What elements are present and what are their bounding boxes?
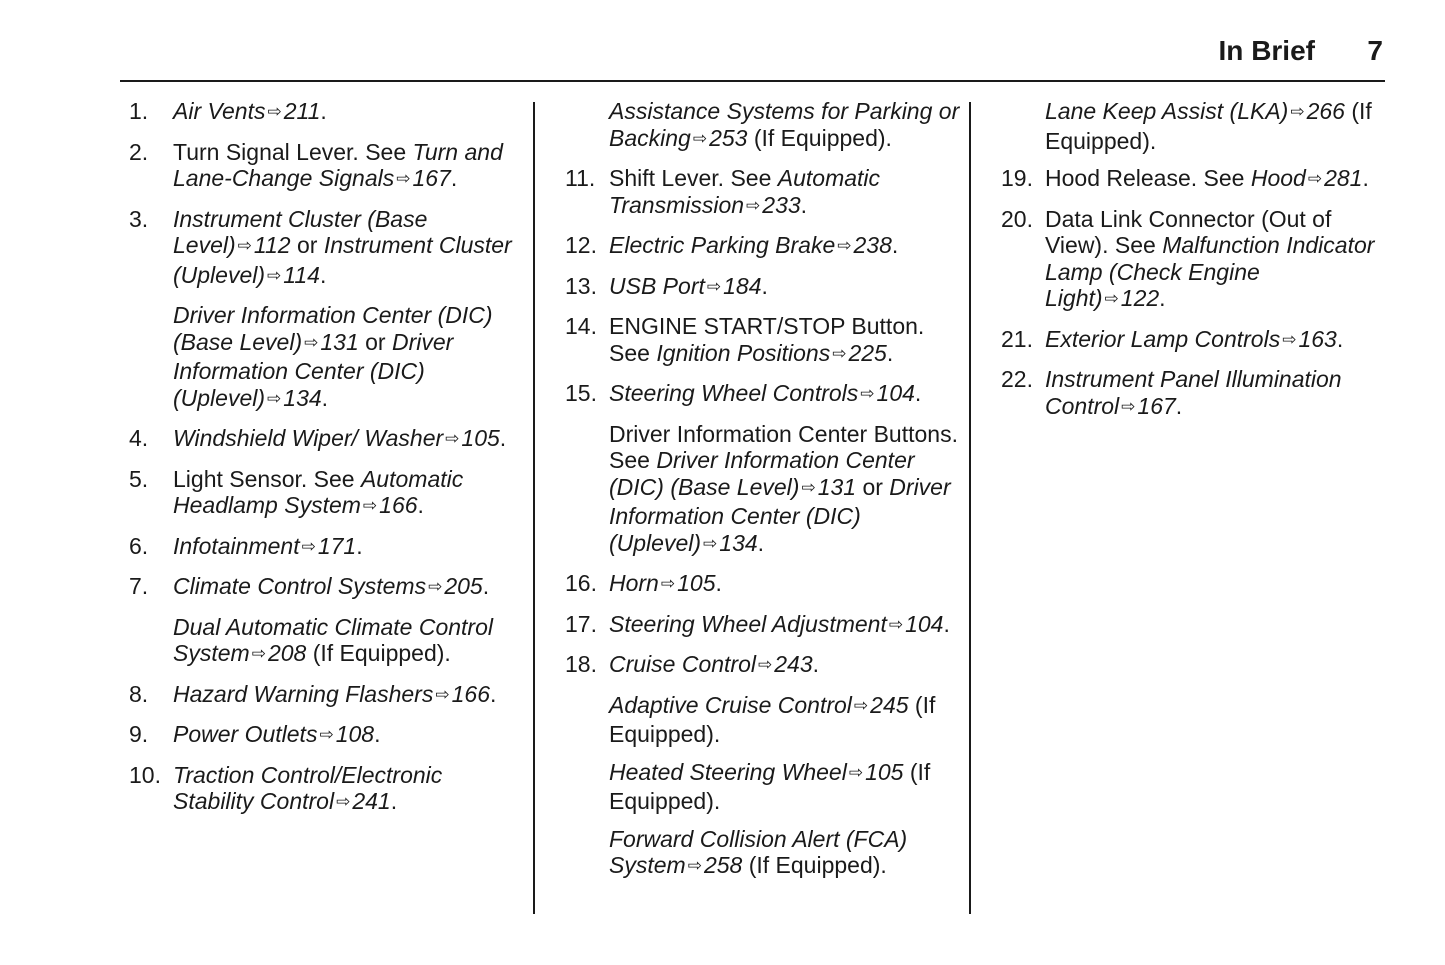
item-text [173, 466, 525, 522]
list-item [556, 273, 961, 303]
reference-arrow-icon: ⇨ [445, 429, 460, 448]
item-text-segment: Driver Information Center Buttons. See [609, 420, 958, 473]
item-number: 10. [129, 761, 161, 788]
item-number: 2. [129, 138, 149, 165]
reference-link: Horn [609, 570, 659, 596]
reference-arrow-icon: ⇨ [692, 128, 708, 148]
item-text-segment: (If Equipped). [747, 124, 892, 151]
item-number: 4. [129, 425, 149, 451]
reference-link: Air Vents [173, 98, 266, 124]
reference-link: 211 [283, 98, 321, 124]
reference-link: Lane Keep Assist (LKA) [1045, 98, 1289, 124]
reference-link: 105 [461, 425, 500, 451]
list-item [120, 139, 525, 195]
list-item-continuation [992, 98, 1385, 154]
reference-arrow-icon: ⇨ [362, 496, 378, 515]
item-text-segment: . [800, 191, 808, 218]
reference-link: Exterior Lamp Controls [1045, 325, 1281, 352]
item-text-segment: or [358, 328, 392, 355]
list-item [120, 98, 525, 128]
item-text [609, 273, 961, 303]
list-item [556, 165, 961, 221]
item-number: 6. [129, 532, 149, 559]
reference-link: 167 [1137, 392, 1176, 419]
reference-link: Power Outlets [173, 721, 318, 747]
reference-link: 167 [412, 165, 451, 191]
item-text [173, 573, 525, 603]
list-item-continuation [556, 421, 961, 560]
reference-link: Steering Wheel Adjustment [609, 610, 887, 637]
list-item [992, 206, 1385, 315]
item-text [609, 421, 961, 560]
reference-arrow-icon: ⇨ [1104, 289, 1119, 308]
list-item [120, 425, 525, 455]
reference-link: 243 [774, 651, 813, 677]
reference-link: Driver Information Center (DIC) (Base Level) [609, 447, 915, 500]
item-number: 14. [565, 313, 597, 339]
item-text-segment: Shift Lever. See [609, 165, 778, 191]
item-text [609, 570, 961, 600]
column-2 [556, 98, 961, 893]
item-text [609, 692, 961, 748]
reference-link: Turn and Lane-Change Signals [173, 138, 503, 191]
reference-link: Adaptive Cruise Control [609, 691, 852, 718]
reference-link: 238 [853, 232, 892, 258]
item-number: 1. [129, 98, 149, 124]
reference-arrow-icon: ⇨ [336, 792, 351, 811]
reference-link: Cruise Control [609, 651, 756, 677]
column-3 [992, 98, 1385, 433]
reference-link: 166 [379, 492, 418, 518]
reference-link: 134 [719, 529, 758, 556]
reference-link: Driver Information Center (DIC) (Uplevel) [609, 473, 951, 556]
item-text-segment: . [374, 721, 381, 747]
list-item [120, 573, 525, 603]
reference-link: Driver Information Center (DIC) (Uplevel) [173, 328, 454, 411]
item-text [609, 98, 961, 154]
item-text-segment: . [320, 98, 327, 124]
reference-link: 163 [1298, 325, 1337, 352]
item-text-segment: . [761, 272, 768, 299]
item-text-segment: . [499, 425, 507, 451]
list-item [556, 611, 961, 641]
reference-arrow-icon: ⇨ [267, 388, 282, 408]
item-text-segment: . [886, 339, 894, 366]
list-item-continuation [556, 826, 961, 882]
item-text-segment: . [356, 532, 363, 559]
reference-link: USB Port [609, 272, 705, 299]
item-text [1045, 165, 1385, 195]
item-text [1045, 98, 1385, 154]
item-number: 7. [129, 573, 149, 599]
list-item [556, 380, 961, 410]
item-number: 16. [565, 570, 597, 596]
item-text [609, 826, 961, 882]
column-1 [120, 98, 525, 829]
reference-arrow-icon: ⇨ [237, 236, 252, 255]
item-text-segment: . [812, 651, 820, 677]
reference-link: 131 [817, 473, 857, 500]
reference-link: 104 [905, 610, 944, 637]
reference-link: Infotainment [173, 532, 300, 559]
reference-link: 258 [703, 852, 743, 878]
reference-link: 266 [1306, 98, 1345, 124]
item-number: 8. [129, 680, 149, 707]
item-text-segment: . [482, 573, 490, 599]
item-text [1045, 326, 1385, 356]
list-item [556, 570, 961, 600]
reference-arrow-icon: ⇨ [1282, 329, 1297, 349]
reference-arrow-icon: ⇨ [687, 856, 702, 875]
list-item [120, 466, 525, 522]
reference-link: 122 [1120, 285, 1160, 311]
reference-arrow-icon: ⇨ [837, 236, 852, 255]
item-number: 5. [129, 465, 149, 492]
item-text [173, 614, 525, 670]
reference-link: Dual Automatic Climate Control System [173, 613, 493, 666]
reference-arrow-icon: ⇨ [860, 384, 875, 403]
list-item [120, 721, 525, 751]
reference-link: Instrument Panel Illumination Control [1045, 366, 1342, 419]
reference-link: 131 [320, 328, 359, 355]
reference-link: 112 [253, 232, 291, 258]
item-number: 19. [1001, 165, 1033, 191]
list-item-continuation [120, 614, 525, 670]
item-number: 11. [565, 165, 596, 191]
item-text-segment: (If Equipped). [1045, 98, 1372, 154]
item-text [173, 98, 525, 128]
reference-link: Climate Control Systems [173, 573, 427, 599]
list-item-continuation [120, 302, 525, 414]
item-text [609, 380, 961, 410]
item-text-segment: . [1159, 285, 1166, 311]
item-text [173, 302, 525, 414]
column-divider [533, 102, 535, 914]
reference-arrow-icon: ⇨ [1121, 396, 1136, 416]
item-number: 22. [1001, 366, 1033, 392]
item-text-segment: (If Equipped). [742, 852, 887, 878]
item-text-segment: . [757, 529, 765, 556]
item-text-segment: . [319, 261, 327, 288]
reference-arrow-icon: ⇨ [304, 332, 319, 352]
reference-arrow-icon: ⇨ [1290, 102, 1305, 121]
item-text [609, 651, 961, 681]
item-text-segment: Turn Signal Lever. See [173, 138, 413, 165]
reference-arrow-icon: ⇨ [267, 102, 282, 121]
reference-link: Instrument Cluster (Base Level) [173, 205, 428, 258]
item-text [173, 533, 525, 563]
list-item [556, 232, 961, 262]
item-text [1045, 366, 1385, 422]
reference-link: Hood [1250, 165, 1306, 191]
item-text-segment: . [417, 492, 424, 518]
reference-link: Hazard Warning Flashers [173, 680, 434, 707]
item-number: 3. [129, 205, 149, 232]
list-item [556, 651, 961, 681]
reference-link: Electric Parking Brake [609, 232, 836, 258]
reference-link: 253 [709, 124, 748, 151]
reference-arrow-icon: ⇨ [660, 574, 676, 593]
reference-link: 241 [352, 788, 391, 814]
item-number: 13. [565, 272, 597, 299]
item-text [173, 721, 525, 751]
item-number: 20. [1001, 205, 1033, 232]
reference-arrow-icon: ⇨ [853, 695, 869, 715]
item-number: 21. [1001, 325, 1033, 352]
reference-link: 233 [762, 191, 801, 218]
reference-arrow-icon: ⇨ [746, 195, 761, 215]
list-item [120, 533, 525, 563]
page-number: 7 [1367, 35, 1383, 66]
item-text-segment: . [1336, 325, 1344, 352]
reference-link: 105 [865, 758, 904, 785]
reference-link: 245 [870, 691, 909, 718]
item-text-segment: Light Sensor. See [173, 465, 361, 492]
item-text-segment: . [1175, 392, 1183, 419]
reference-link: 208 [267, 640, 307, 666]
list-item [992, 366, 1385, 422]
list-item [556, 313, 961, 369]
list-item [992, 326, 1385, 356]
item-text-segment: Data Link Connector (Out of View). See [1045, 205, 1332, 258]
item-text [173, 206, 525, 292]
item-number: 9. [129, 721, 149, 747]
reference-arrow-icon: ⇨ [706, 276, 722, 296]
list-item-continuation [556, 98, 961, 154]
list-item-continuation [556, 692, 961, 748]
item-text [173, 762, 525, 818]
reference-arrow-icon: ⇨ [801, 477, 816, 497]
reference-arrow-icon: ⇨ [267, 265, 282, 285]
item-text-segment: (If Equipped). [609, 758, 931, 814]
list-item [120, 206, 525, 292]
item-number: 17. [565, 610, 597, 637]
item-text [609, 232, 961, 262]
page-title: In Brief [1218, 35, 1315, 66]
reference-link: Heated Steering Wheel [609, 758, 847, 785]
reference-arrow-icon: ⇨ [758, 655, 773, 674]
item-text-segment: . [450, 165, 458, 191]
reference-link: Automatic Transmission [609, 165, 881, 218]
reference-link: Instrument Cluster (Uplevel) [173, 232, 512, 288]
item-number: 12. [565, 232, 597, 258]
reference-arrow-icon: ⇨ [888, 614, 904, 634]
reference-link: Malfunction Indicator Lamp (Check Engine Light) [1045, 232, 1375, 311]
item-text-segment: . [891, 232, 899, 258]
item-number: 15. [565, 380, 597, 406]
reference-arrow-icon: ⇨ [435, 684, 450, 704]
item-text [609, 313, 961, 369]
item-text-segment: Hood Release. See [1045, 165, 1251, 191]
reference-link: 166 [451, 680, 490, 707]
reference-link: 184 [723, 272, 762, 299]
item-text-segment: . [1362, 165, 1369, 191]
item-text-segment: ENGINE START/STOP Button. See [609, 313, 925, 366]
list-item-continuation [556, 759, 961, 815]
item-text-segment: . [914, 380, 922, 406]
reference-arrow-icon: ⇨ [848, 762, 864, 782]
reference-arrow-icon: ⇨ [1307, 169, 1323, 188]
item-text [173, 425, 525, 455]
reference-link: Automatic Headlamp System [173, 465, 464, 518]
reference-link: Ignition Positions [656, 339, 831, 366]
reference-link: 104 [876, 380, 915, 406]
item-text-segment: . [321, 384, 329, 411]
item-text [1045, 206, 1385, 315]
reference-link: Traction Control/Electronic Stability Control [173, 761, 443, 814]
reference-link: 205 [444, 573, 483, 599]
reference-link: 225 [848, 339, 887, 366]
item-text-segment: (If Equipped). [609, 691, 936, 747]
list-item [120, 762, 525, 818]
reference-link: Assistance Systems for Parking or Backing [609, 98, 960, 151]
item-text [173, 139, 525, 195]
reference-arrow-icon: ⇨ [428, 577, 443, 596]
reference-link: 108 [335, 721, 375, 747]
reference-link: 105 [677, 570, 716, 596]
item-text [609, 165, 961, 221]
item-text [173, 681, 525, 711]
reference-link: Windshield Wiper/ Washer [173, 425, 444, 451]
reference-arrow-icon: ⇨ [703, 533, 718, 553]
reference-link: 114 [283, 261, 320, 288]
item-text-segment: . [715, 570, 722, 596]
reference-arrow-icon: ⇨ [251, 644, 266, 663]
item-text [609, 759, 961, 815]
reference-arrow-icon: ⇨ [832, 343, 847, 363]
item-text-segment: or [856, 473, 890, 500]
reference-arrow-icon: ⇨ [301, 536, 316, 556]
item-text-segment: or [290, 232, 324, 258]
reference-link: Driver Information Center (DIC) (Base Level) [173, 302, 493, 355]
item-number: 18. [565, 651, 597, 677]
item-text [609, 611, 961, 641]
item-text-segment: (If Equipped). [306, 640, 451, 666]
list-item [992, 165, 1385, 195]
item-text-segment: . [943, 610, 950, 637]
reference-link: 134 [283, 384, 322, 411]
reference-link: Steering Wheel Controls [609, 380, 859, 406]
list-item [120, 681, 525, 711]
column-divider [969, 102, 971, 914]
item-text-segment: . [489, 680, 497, 707]
reference-link: Forward Collision Alert (FCA) System [609, 825, 908, 878]
reference-link: 171 [317, 532, 357, 559]
item-text-segment: . [390, 788, 398, 814]
reference-arrow-icon: ⇨ [396, 169, 411, 188]
reference-arrow-icon: ⇨ [319, 725, 334, 744]
reference-link: 281 [1324, 165, 1363, 191]
page-header [120, 30, 1385, 82]
